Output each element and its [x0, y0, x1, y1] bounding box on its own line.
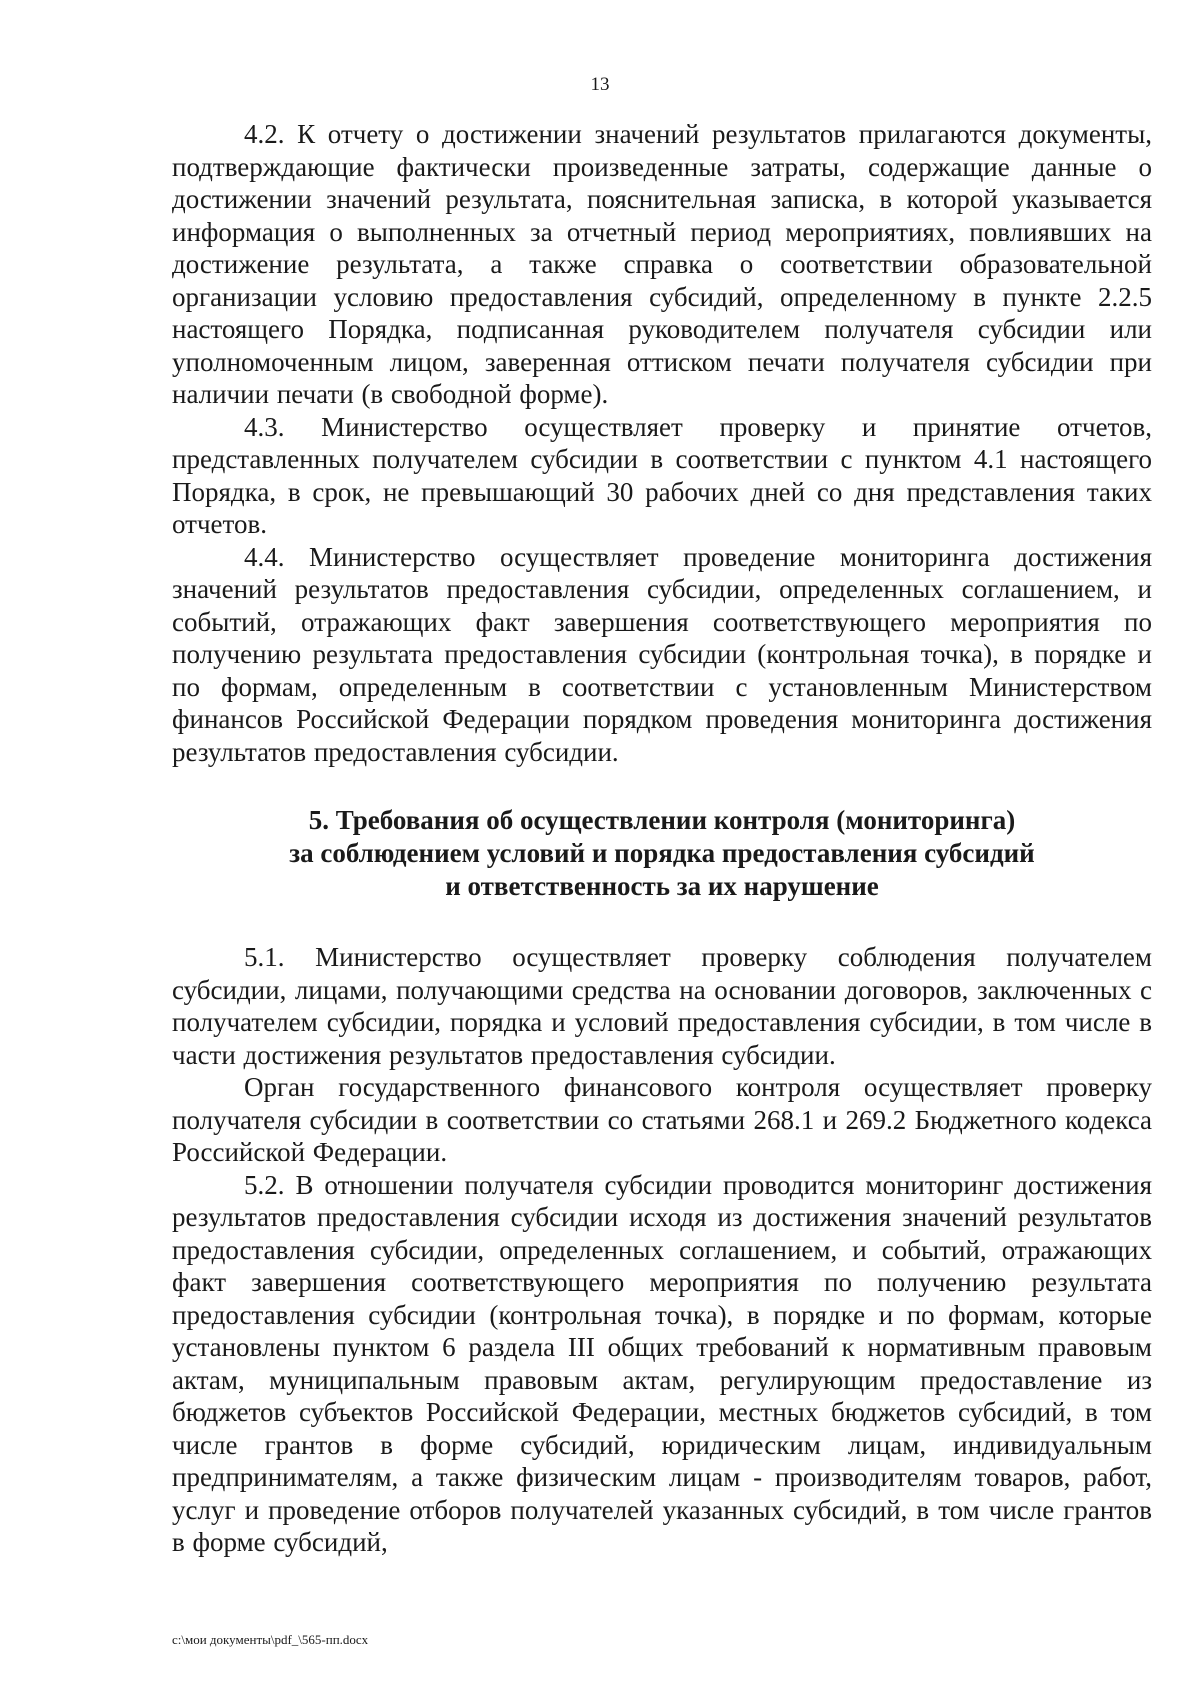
paragraph-4-4: 4.4. Министерство осуществляет проведение мониторинга достижения значений результатов предоставления субсидии, определенных соглашением, и событий, отражающих факт завершения соответствующего мероприятия по получению результата предоставления субсидии (контрольная точка), в порядке и по формам, определенным в соответствии с установленным Министерством финансов Российской Федерации порядком проведения мониторинга достижения результатов предоставления субсидии.: [172, 541, 1152, 767]
footer-file-path: c:\мои документы\pdf_\565-пп.docx: [172, 1632, 369, 1647]
section-heading-line: за соблюдением условий и порядка предоставления субсидий: [289, 838, 1035, 868]
page-number: 13: [590, 74, 610, 95]
paragraph-control-body: Орган государственного финансового контроля осуществляет проверку получателя субсидии в соответствии со статьями 268.1 и 269.2 Бюджетного кодекса Российской Федерации.: [172, 1072, 1152, 1167]
document-body: [172, 118, 1152, 1559]
paragraph-4-2: 4.2. К отчету о достижении значений результатов прилагаются документы, подтверждающие фактически произведенные затраты, содержащие данные о достижении значений результата, пояснительная записка, в которой указывается информация о выполненных за отчетный период мероприятиях, повлиявших на достижение результата, а также справка о соответствии образовательной организации условию предоставления субсидий, определенному в пункте 2.2.5 настоящего Порядка, подписанная руководителем получателя субсидии или уполномоченным лицом, заверенная оттиском печати получателя субсидии при наличии печати (в свободной форме).: [172, 119, 1152, 409]
section-heading-line: и ответственность за их нарушение: [445, 871, 879, 901]
paragraph-5-1: 5.1. Министерство осуществляет проверку соблюдения получателем субсидии, лицами, получающими средства на основании договоров, заключенных с получателем субсидии, порядка и условий предоставления субсидии, в том числе в части достижения результатов предоставления субсидии.: [172, 942, 1152, 1070]
section-heading-line: 5. Требования об осуществлении контроля (мониторинга): [308, 805, 1016, 835]
section-5-heading: [172, 804, 1152, 903]
paragraph-4-3: 4.3. Министерство осуществляет проверку и принятие отчетов, представленных получателем субсидии в соответствии с пунктом 4.1 настоящего Порядка, в срок, не превышающий 30 рабочих дней со дня представления таких отчетов.: [172, 411, 1152, 539]
paragraph-5-2: 5.2. В отношении получателя субсидии проводится мониторинг достижения результатов предоставления субсидии исходя из достижения значений результатов предоставления субсидии, определенных соглашением, и событий, отражающих факт завершения соответствующего мероприятия по получению результата предоставления субсидии (контрольная точка), в порядке и по формам, которые установлены пунктом 6 раздела III общих требований к нормативным правовым актам, муниципальным правовым актам, регулирующим предоставление из бюджетов субъектов Российской Федерации, местных бюджетов субсидий, в том числе грантов в форме субсидий, юридическим лицам, индивидуальным предпринимателям, а также физическим лицам - производителям товаров, работ, услуг и проведение отборов получателей указанных субсидий, в том числе грантов в форме субсидий,: [172, 1169, 1152, 1557]
